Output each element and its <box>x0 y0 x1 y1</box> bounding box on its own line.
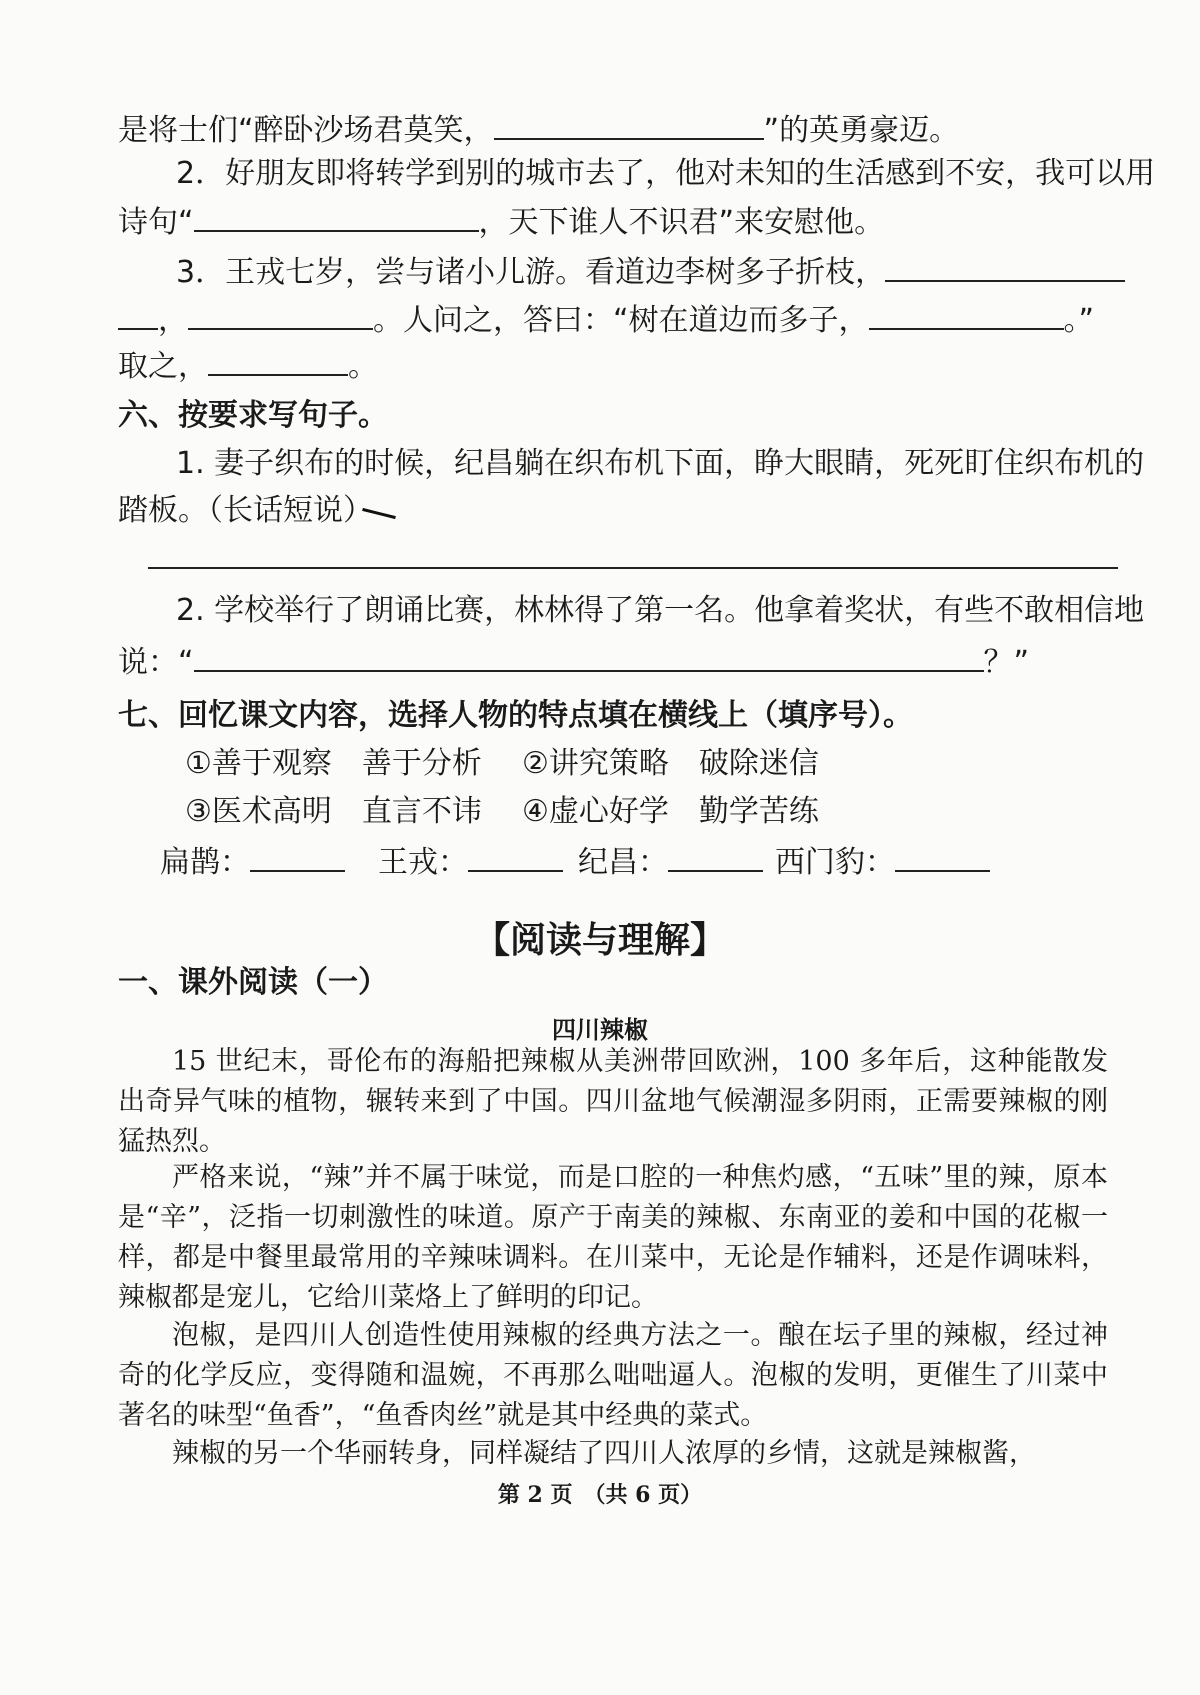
person-label: 扁鹊： <box>160 845 250 880</box>
question-2-line-2 <box>118 200 1120 244</box>
text: ”的英勇豪迈。 <box>763 113 960 148</box>
answer-blank[interactable] <box>885 250 1125 282</box>
question-3-line-1 <box>118 250 1120 294</box>
s6-question-2-line-2 <box>118 640 1120 684</box>
passage-paragraph-2: 严格来说，“辣”并不属于味觉，而是口腔的一种焦灼感，“五味”里的辣，原本是“辛”，泛指一切刺激性的味道。原产于南美的辣椒、东南亚的姜和中国的花椒一样，都是中餐里最常用的辛辣味调料。在川菜中，无论是作辅料，还是作调味料，辣椒都是宠儿，它给川菜烙上了鲜明的印记。 <box>118 1162 1108 1313</box>
question-3-line-2 <box>118 298 1120 342</box>
person-label: 西门豹： <box>775 845 895 880</box>
text: 。 <box>348 349 378 384</box>
section-6-title: 六、按要求写句子。 <box>118 398 388 433</box>
passage-paragraph-1: 15 世纪末，哥伦布的海船把辣椒从美洲带回欧洲，100 多年后，这种能散发出奇异气味的植物，辗转来到了中国。四川盆地气候潮湿多阴雨，正需要辣椒的刚猛热烈。 <box>118 1046 1108 1157</box>
option-4: ④虚心好学 勤学苦练 <box>522 794 819 829</box>
answer-blank[interactable] <box>194 200 479 232</box>
person-jichang <box>578 840 763 884</box>
answer-blank[interactable] <box>250 840 345 872</box>
answer-blank[interactable] <box>869 298 1064 330</box>
text: 是将士们“醉卧沙场君莫笑， <box>118 113 494 148</box>
answer-blank[interactable] <box>468 840 563 872</box>
reading-heading: 【阅读与理解】 <box>473 920 726 961</box>
answer-blank[interactable] <box>188 298 373 330</box>
person-ximenbao <box>775 840 990 884</box>
answer-blank[interactable] <box>895 840 990 872</box>
text: 。人问之，答曰：“树在道边而多子， <box>373 303 869 338</box>
reading-subheading: 一、课外阅读（一） <box>118 965 388 1000</box>
answer-blank[interactable] <box>194 640 984 672</box>
answer-blank[interactable] <box>118 298 158 330</box>
answer-blank[interactable] <box>208 344 348 376</box>
option-2: ②讲究策略 破除迷信 <box>522 746 819 781</box>
text: ，天下谁人不识君”来安慰他。 <box>478 205 885 240</box>
fill-line-1 <box>118 108 1120 152</box>
text: 3．王戎七岁，尝与诸小儿游。看道边李树多子折枝， <box>176 255 886 290</box>
person-wangrong <box>378 840 563 884</box>
s6-question-2-line-1: 2. 学校举行了朗诵比赛，林林得了第一名。他拿着奖状，有些不敢相信地 <box>176 593 1145 628</box>
option-3: ③医术高明 直言不讳 <box>185 794 482 829</box>
passage-paragraph-3: 泡椒，是四川人创造性使用辣椒的经典方法之一。酿在坛子里的辣椒，经过神奇的化学反应，变得随和温婉，不再那么咄咄逼人。泡椒的发明，更催生了川菜中著名的味型“鱼香”，“鱼香肉丝”就是其中经典的菜式。 <box>118 1320 1108 1431</box>
person-label: 王戎： <box>378 845 468 880</box>
person-label: 纪昌： <box>578 845 668 880</box>
text: 。” <box>1063 303 1095 338</box>
text: 取之， <box>118 349 208 384</box>
person-bianque <box>160 840 345 884</box>
passage-title: 四川辣椒 <box>552 1015 648 1044</box>
s6-question-1-line-1: 1. 妻子织布的时候，纪昌躺在织布机下面，睁大眼睛，死死盯住织布机的 <box>176 446 1145 481</box>
passage-paragraph-4: 辣椒的另一个华丽转身，同样凝结了四川人浓厚的乡情，这就是辣椒酱， <box>172 1438 1036 1469</box>
s6-question-1-line-2: 踏板。（长话短说） <box>118 493 373 528</box>
answer-blank[interactable] <box>494 108 764 140</box>
question-3-line-3 <box>118 344 1120 388</box>
section-7-title: 七、回忆课文内容，选择人物的特点填在横线上（填序号）。 <box>118 698 913 733</box>
answer-blank[interactable] <box>668 840 763 872</box>
option-1: ①善于观察 善于分析 <box>185 746 482 781</box>
text: ， <box>158 303 188 338</box>
text: 说：“ <box>118 645 194 680</box>
text: ？” <box>983 645 1030 680</box>
answer-line[interactable] <box>148 567 1118 569</box>
question-2-line-1: 2．好朋友即将转学到别的城市去了，他对未知的生活感到不安，我可以用 <box>176 156 1156 191</box>
text: 诗句“ <box>118 205 194 240</box>
page-footer: 第 2 页 （共 6 页） <box>497 1482 703 1508</box>
